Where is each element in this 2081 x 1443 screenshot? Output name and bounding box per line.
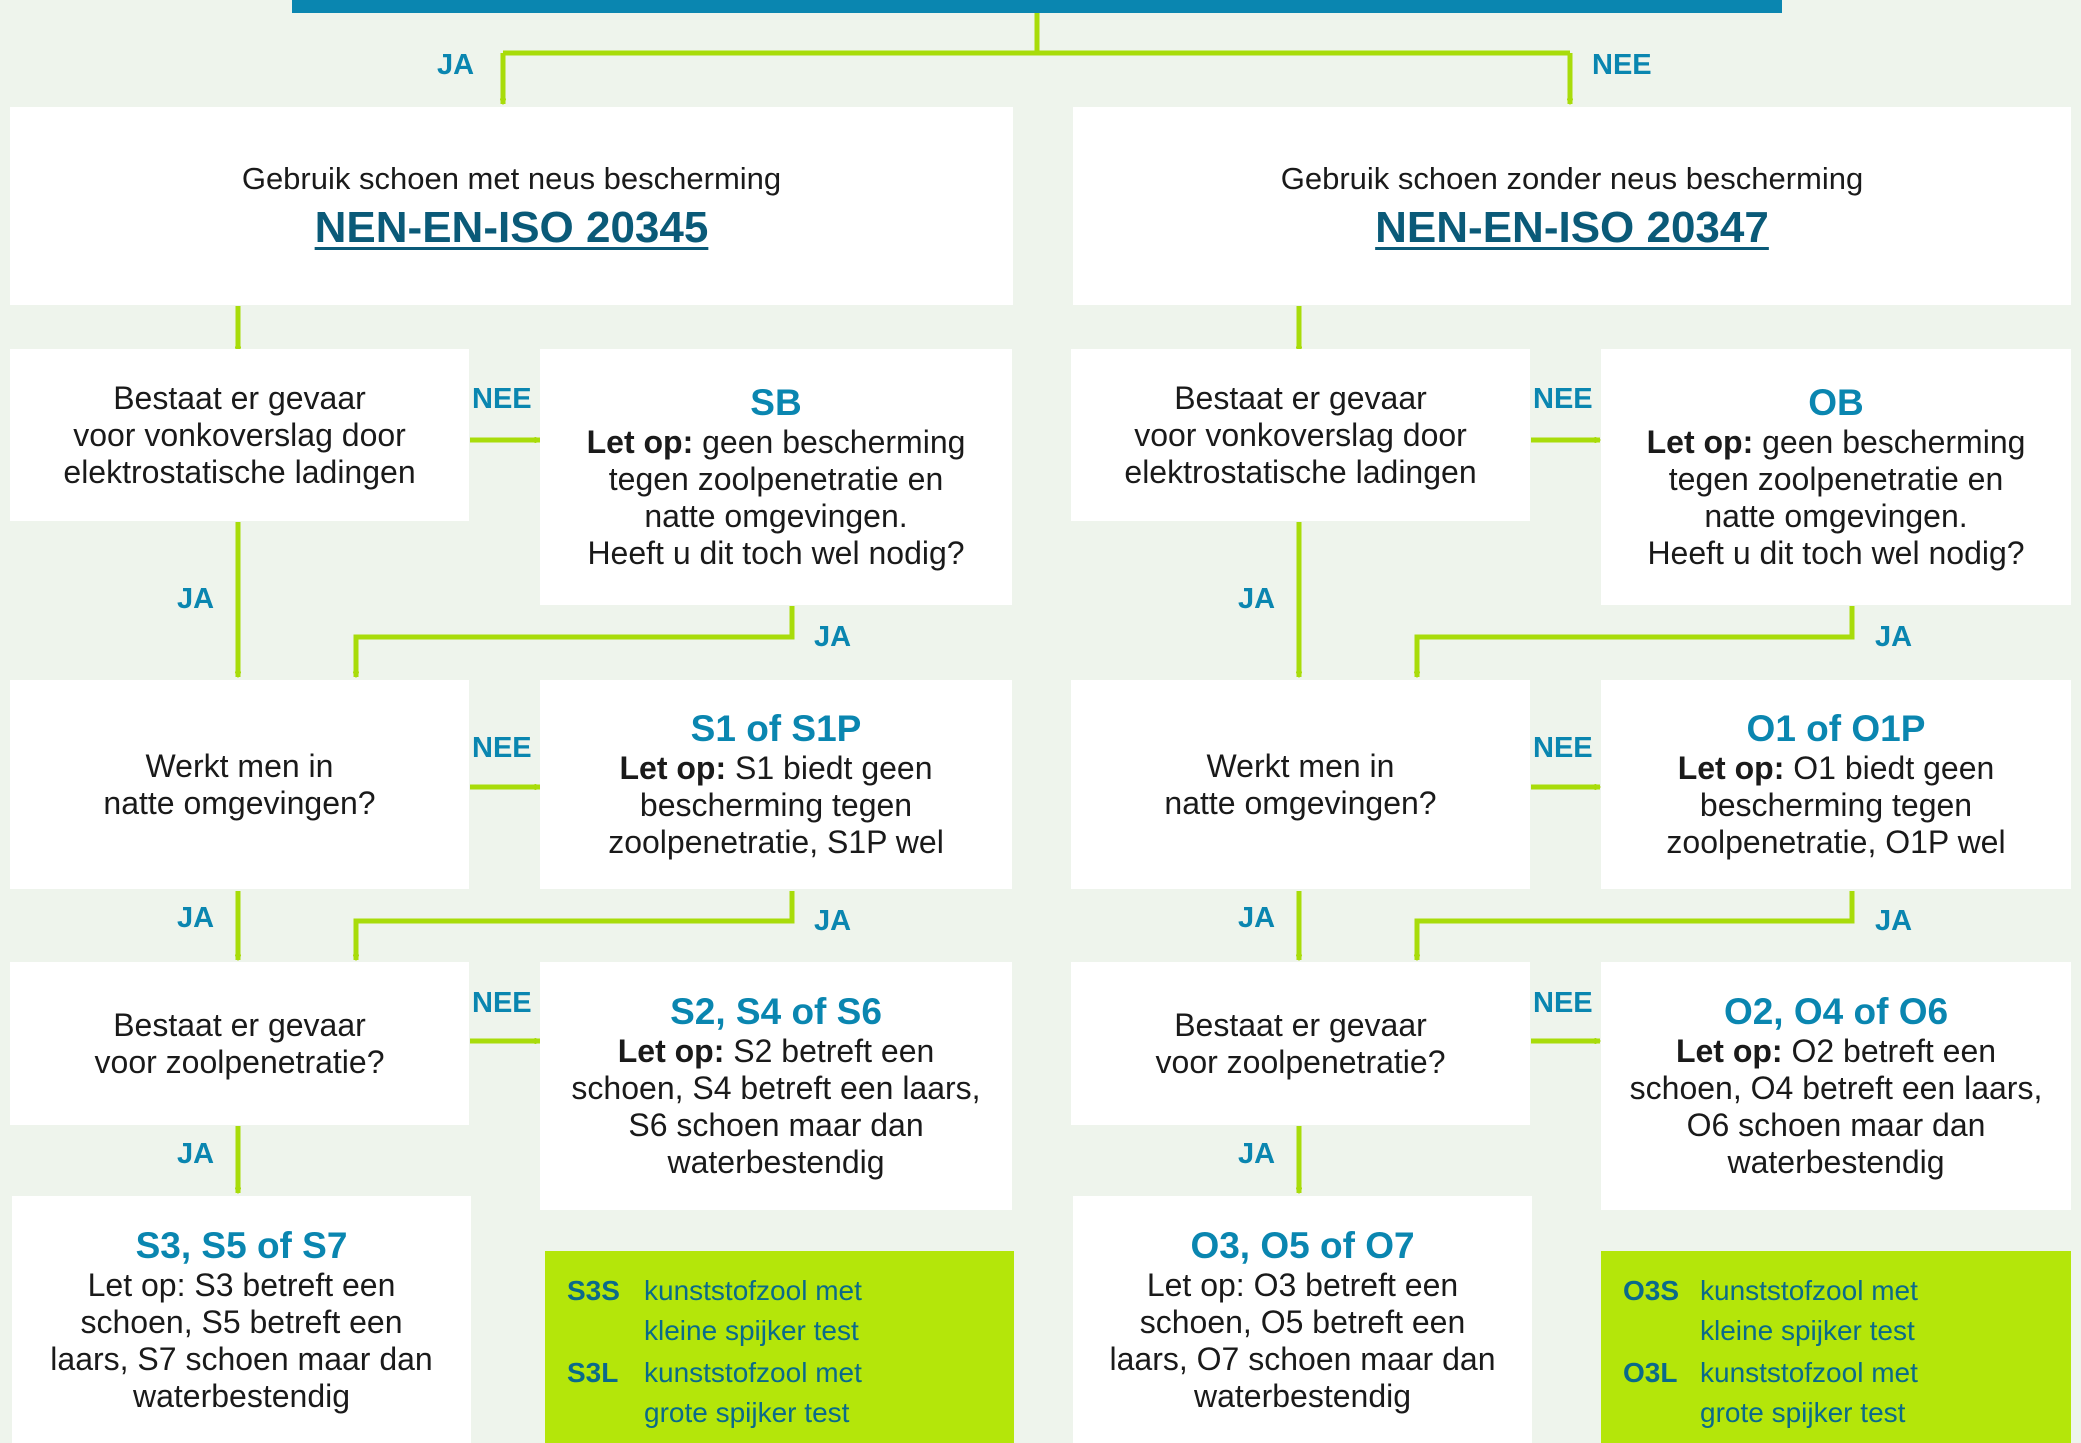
standard-code-link[interactable]: NEN-EN-ISO 20345 bbox=[314, 203, 709, 252]
note-label: Let op: bbox=[619, 750, 727, 786]
result-title: SB bbox=[750, 382, 802, 423]
result-title: S1 of S1P bbox=[690, 708, 862, 749]
subtype-row bbox=[567, 1271, 1014, 1351]
subtype-code: O3L bbox=[1623, 1357, 1678, 1388]
result-line: natte omgevingen. bbox=[1704, 498, 1968, 534]
arrow-r-r1-join bbox=[1417, 606, 1852, 677]
result-box-s1 bbox=[540, 680, 1012, 889]
question-box-penetration bbox=[10, 962, 469, 1125]
label-no: NEE bbox=[1533, 987, 1593, 1019]
result-line: Heeft u dit toch wel nodig? bbox=[587, 535, 965, 571]
subtype-desc: kunststofzool met kleine spijker test bbox=[644, 1275, 862, 1346]
question-line: Bestaat er gevaar bbox=[1174, 379, 1427, 416]
result-line: schoen, O4 betreft een laars, bbox=[1629, 1070, 2043, 1106]
subtype-row bbox=[567, 1353, 1014, 1433]
result-line: waterbestendig bbox=[667, 1144, 885, 1180]
result-box-o1 bbox=[1601, 680, 2071, 889]
label-yes: JA bbox=[1875, 621, 1913, 653]
question-box-wet bbox=[10, 680, 469, 889]
result-note-line bbox=[587, 424, 966, 461]
arrow-l-r1-join bbox=[356, 606, 792, 677]
label-yes: JA bbox=[177, 1138, 215, 1170]
label-no: NEE bbox=[472, 987, 532, 1019]
label-yes: JA bbox=[814, 905, 852, 937]
result-title: O3, O5 of O7 bbox=[1190, 1224, 1415, 1266]
label-yes: JA bbox=[814, 621, 852, 653]
subtype-code: S3L bbox=[567, 1357, 619, 1388]
subtype-code: O3S bbox=[1623, 1275, 1680, 1306]
question-line: natte omgevingen? bbox=[1164, 784, 1437, 821]
result-title: O2, O4 of O6 bbox=[1723, 991, 1949, 1032]
standard-box-20347 bbox=[1073, 107, 2071, 305]
result-box-sb bbox=[540, 349, 1012, 605]
result-box-ob bbox=[1601, 349, 2071, 605]
question-line: voor vonkoverslag door bbox=[73, 416, 406, 453]
arrow-l-r2-join bbox=[356, 891, 792, 960]
result-line: O6 schoen maar dan bbox=[1686, 1107, 1986, 1143]
result-box-o2 bbox=[1601, 962, 2071, 1210]
question-line: voor vonkoverslag door bbox=[1134, 416, 1467, 453]
subtype-box-o3 bbox=[1601, 1251, 2071, 1443]
label-yes: JA bbox=[437, 49, 475, 81]
subtype-row bbox=[1623, 1353, 2071, 1433]
result-note-line bbox=[1647, 424, 2026, 461]
result-line: zoolpenetratie, O1P wel bbox=[1666, 824, 2006, 860]
question-line: Bestaat er gevaar bbox=[113, 1006, 366, 1043]
result-line: waterbestendig bbox=[132, 1377, 351, 1414]
standard-code-link[interactable]: NEN-EN-ISO 20347 bbox=[1375, 203, 1769, 252]
standard-subtitle: Gebruik schoen zonder neus bescherming bbox=[1280, 161, 1864, 196]
label-yes: JA bbox=[1875, 905, 1913, 937]
label-yes: JA bbox=[1238, 1138, 1276, 1170]
label-yes: JA bbox=[177, 902, 215, 934]
result-line: bescherming tegen bbox=[639, 787, 913, 823]
result-line: tegen zoolpenetratie en bbox=[608, 461, 944, 497]
subtype-row bbox=[1623, 1271, 2071, 1351]
question-line: Bestaat er gevaar bbox=[113, 379, 366, 416]
result-line: zoolpenetratie, S1P wel bbox=[608, 824, 944, 860]
subtype-desc: kunststofzool met kleine spijker test bbox=[1700, 1275, 1918, 1346]
note-label: Let op: bbox=[1675, 1033, 1783, 1069]
result-title: S2, S4 of S6 bbox=[670, 991, 882, 1032]
note-text: O2 betreft een bbox=[1782, 1033, 1997, 1069]
question-box-static bbox=[10, 349, 469, 521]
question-line: Werkt men in bbox=[1206, 747, 1395, 784]
label-yes: JA bbox=[177, 583, 215, 615]
arrow-r-r2-join bbox=[1417, 891, 1852, 960]
result-line: waterbestendig bbox=[1727, 1144, 1945, 1180]
question-line: voor zoolpenetratie? bbox=[1155, 1043, 1446, 1080]
result-line: schoen, S4 betreft een laars, bbox=[571, 1070, 981, 1106]
result-line: waterbestendig bbox=[1193, 1377, 1412, 1414]
question-line: elektrostatische ladingen bbox=[1124, 453, 1477, 490]
question-line: natte omgevingen? bbox=[103, 784, 376, 821]
result-note-line bbox=[619, 750, 932, 787]
label-no: NEE bbox=[1533, 732, 1593, 764]
result-line: natte omgevingen. bbox=[644, 498, 908, 534]
note-label: Let op: bbox=[1677, 750, 1785, 786]
subtype-box-s3 bbox=[545, 1251, 1014, 1443]
question-line: Bestaat er gevaar bbox=[1174, 1006, 1427, 1043]
result-title: O1 of O1P bbox=[1746, 708, 1926, 749]
result-title: OB bbox=[1808, 382, 1864, 423]
result-note-line bbox=[1676, 1033, 1996, 1070]
note-text: geen bescherming bbox=[1753, 424, 2026, 460]
result-line: Let op: S3 betreft een bbox=[87, 1266, 396, 1303]
subtype-code: S3S bbox=[567, 1275, 620, 1306]
question-line: Werkt men in bbox=[145, 747, 334, 784]
note-label: Let op: bbox=[617, 1033, 725, 1069]
note-text: O1 biedt geen bbox=[1784, 750, 1995, 786]
result-title: S3, S5 of S7 bbox=[135, 1224, 348, 1266]
label-yes: JA bbox=[1238, 902, 1276, 934]
subtype-desc: kunststofzool met grote spijker test bbox=[644, 1357, 862, 1428]
result-line: Let op: O3 betreft een bbox=[1146, 1266, 1459, 1303]
result-line: laars, O7 schoen maar dan bbox=[1109, 1340, 1496, 1377]
question-box-wet bbox=[1071, 680, 1530, 889]
note-text: geen bescherming bbox=[693, 424, 966, 460]
label-no: NEE bbox=[472, 383, 532, 415]
standard-subtitle: Gebruik schoen met neus bescherming bbox=[241, 161, 782, 196]
result-line: laars, S7 schoen maar dan bbox=[50, 1340, 433, 1377]
question-line: elektrostatische ladingen bbox=[63, 453, 416, 490]
result-line: bescherming tegen bbox=[1699, 787, 1973, 823]
label-no: NEE bbox=[472, 732, 532, 764]
result-line: schoen, S5 betreft een bbox=[80, 1303, 403, 1340]
subtype-desc: kunststofzool met grote spijker test bbox=[1700, 1357, 1918, 1428]
note-label: Let op: bbox=[1646, 424, 1754, 460]
note-text: S2 betreft een bbox=[724, 1033, 935, 1069]
result-note-line bbox=[1678, 750, 1995, 787]
label-yes: JA bbox=[1238, 583, 1276, 615]
question-line: voor zoolpenetratie? bbox=[94, 1043, 385, 1080]
result-line: tegen zoolpenetratie en bbox=[1668, 461, 2004, 497]
label-no: NEE bbox=[1592, 49, 1652, 81]
result-box-o3 bbox=[1073, 1196, 1532, 1443]
result-line: Heeft u dit toch wel nodig? bbox=[1647, 535, 2025, 571]
label-no: NEE bbox=[1533, 383, 1593, 415]
question-box-static bbox=[1071, 349, 1530, 521]
result-box-s2 bbox=[540, 962, 1012, 1210]
result-note-line bbox=[618, 1033, 935, 1070]
result-line: schoen, O5 betreft een bbox=[1139, 1303, 1466, 1340]
standard-box-20345 bbox=[10, 107, 1013, 305]
result-box-s3 bbox=[12, 1196, 471, 1443]
question-box-penetration bbox=[1071, 962, 1530, 1125]
note-text: S1 biedt geen bbox=[726, 750, 933, 786]
note-label: Let op: bbox=[586, 424, 694, 460]
result-line: S6 schoen maar dan bbox=[628, 1107, 924, 1143]
